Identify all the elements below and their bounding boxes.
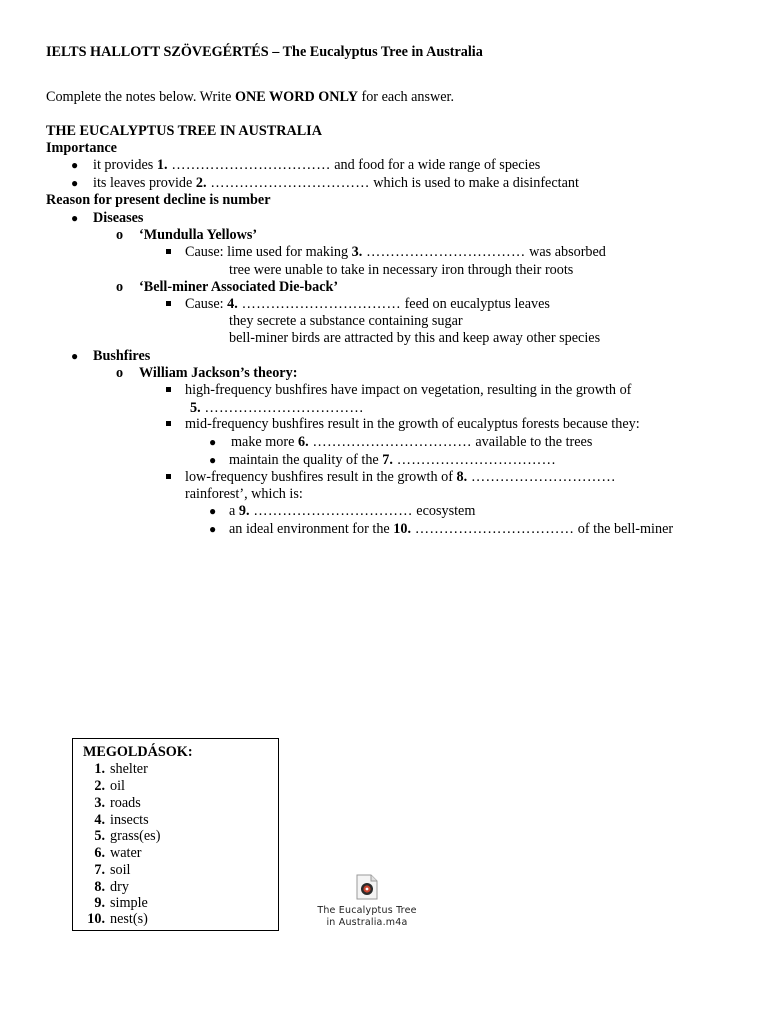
q1-prefix: it provides [93, 157, 157, 173]
attachment-filename-line1: The Eucalyptus Tree [317, 905, 417, 916]
answer-item [81, 795, 141, 812]
q9-blank: …………………………… [249, 503, 413, 519]
answer-text: shelter [110, 761, 148, 777]
answer-number: 9. [94, 895, 105, 911]
mundulla-heading: ‘Mundulla Yellows’ [139, 227, 258, 243]
q5-number: 5. [190, 400, 201, 416]
q8-number: 8. [456, 469, 468, 485]
q6-suffix: available to the trees [471, 434, 593, 450]
bullet-circle: o [116, 279, 124, 295]
q4-prefix: Cause: [185, 296, 228, 312]
question-3-line [185, 244, 606, 261]
answer-item [81, 862, 131, 879]
bullet-dot: ● [71, 211, 79, 225]
cause2-continuation-2: bell-miner birds are attracted by this and keep away other species [229, 330, 601, 346]
q10-blank: …………………………… [411, 521, 575, 537]
q3-number: 3. [351, 244, 363, 260]
q2-blank: …………………………… [206, 175, 370, 191]
q8-blank: ………………………… [467, 469, 616, 485]
q4-suffix: feed on eucalyptus leaves [401, 296, 550, 312]
answer-item [81, 879, 129, 896]
q6-prefix: make more [231, 434, 298, 450]
answer-number: 1. [94, 761, 105, 777]
q4-blank: …………………………… [237, 296, 402, 312]
jackson-heading: William Jackson’s theory: [139, 365, 298, 381]
q2-suffix: which is used to make a disinfectant [369, 175, 579, 191]
attachment-filename-line2: in Australia.m4a [326, 916, 408, 928]
diseases-heading: Diseases [93, 210, 144, 226]
question-7-line [229, 452, 556, 469]
audio-file-icon[interactable] [356, 874, 378, 900]
q1-number: 1. [156, 157, 168, 173]
bullet-dot: ● [71, 176, 79, 190]
question-10-line [229, 521, 673, 538]
q9-prefix: a [229, 503, 239, 519]
answer-item [81, 828, 160, 845]
bullet-square [166, 301, 171, 306]
q3-blank: …………………………… [362, 244, 526, 260]
q4-number: 4. [227, 296, 238, 312]
q9-number: 9. [238, 503, 250, 519]
bullet-dot: ● [71, 349, 79, 363]
answer-text: grass(es) [110, 828, 161, 844]
document-title: IELTS HALLOTT SZÖVEGÉRTÉS – The Eucalyptus Tree in Australia [46, 44, 483, 60]
q10-number: 10. [393, 521, 412, 537]
answer-text: simple [110, 895, 148, 911]
q10-prefix: an ideal environment for the [229, 521, 394, 537]
answer-text: soil [110, 862, 131, 878]
question-2-line [93, 175, 579, 192]
answer-number: 2. [94, 778, 105, 794]
instruction-emphasis: ONE WORD ONLY [234, 89, 358, 105]
instruction-line [46, 89, 454, 106]
answer-item [81, 845, 142, 862]
answer-number: 3. [94, 795, 105, 811]
bullet-circle: o [116, 227, 124, 243]
q8-prefix: low-frequency bushfires result in the growth of [185, 469, 457, 485]
cause2-continuation-1: they secrete a substance containing sugar [229, 313, 463, 329]
bullet-dot: ● [71, 158, 79, 172]
cause1-continuation: tree were unable to take in necessary iron through their roots [229, 262, 574, 278]
audio-file-icon-graphic [356, 874, 378, 900]
q7-number: 7. [382, 452, 393, 468]
answer-number: 10. [87, 911, 105, 927]
q3-prefix: Cause: lime used for making [185, 244, 352, 260]
answer-text: insects [110, 812, 149, 828]
section-heading: THE EUCALYPTUS TREE IN AUSTRALIA [46, 123, 322, 139]
attachment-filename [300, 905, 434, 928]
high-frequency-line: high-frequency bushfires have impact on vegetation, resulting in the growth of [185, 382, 632, 398]
answer-item [81, 812, 149, 829]
question-9-line [229, 503, 475, 520]
low-frequency-continuation: rainforest’, which is: [185, 486, 303, 502]
question-1-line [93, 157, 540, 174]
answer-item [81, 778, 125, 795]
bullet-square [166, 387, 171, 392]
instruction-text-end: for each answer. [357, 89, 455, 105]
q3-suffix: was absorbed [525, 244, 606, 260]
q7-blank: …………………………… [392, 452, 557, 468]
q1-suffix: and food for a wide range of species [330, 157, 541, 173]
bullet-dot: ● [209, 453, 217, 467]
mid-frequency-line: mid-frequency bushfires result in the growth of eucalyptus forests because they: [185, 416, 640, 432]
audio-attachment[interactable] [300, 874, 434, 928]
answer-number: 5. [94, 828, 105, 844]
bullet-circle: o [116, 365, 124, 381]
q1-blank: …………………………… [167, 157, 331, 173]
question-4-line [185, 296, 550, 313]
answer-number: 8. [94, 879, 105, 895]
q6-number: 6. [297, 434, 309, 450]
question-6-line [231, 434, 592, 451]
answer-text: roads [110, 795, 141, 811]
question-5-line [190, 400, 364, 417]
bullet-square [166, 249, 171, 254]
answer-item [81, 895, 148, 912]
q6-blank: …………………………… [308, 434, 472, 450]
q2-number: 2. [195, 175, 207, 191]
q7-prefix: maintain the quality of the [229, 452, 383, 468]
answers-title: MEGOLDÁSOK: [83, 744, 193, 760]
q5-blank: …………………………… [200, 400, 364, 416]
answer-number: 4. [94, 812, 105, 828]
answer-text: oil [110, 778, 125, 794]
answers-box [72, 738, 279, 931]
answer-item [81, 911, 148, 928]
bellminer-heading: ‘Bell-miner Associated Die-back’ [139, 279, 339, 295]
instruction-text: Complete the notes below. Write [46, 89, 235, 105]
bullet-dot: ● [209, 504, 217, 518]
q10-suffix: of the bell-miner [574, 521, 674, 537]
reason-heading: Reason for present decline is number [46, 192, 271, 208]
q2-prefix: its leaves provide [93, 175, 196, 191]
answer-number: 7. [94, 862, 105, 878]
bullet-dot: ● [209, 522, 217, 536]
answer-text: water [110, 845, 142, 861]
bullet-square [166, 474, 171, 479]
q9-suffix: ecosystem [412, 503, 476, 519]
answer-text: nest(s) [110, 911, 148, 927]
bushfires-heading: Bushfires [93, 348, 151, 364]
answer-number: 6. [94, 845, 105, 861]
answer-text: dry [110, 879, 129, 895]
bullet-dot: ● [209, 435, 217, 449]
question-8-line [185, 469, 616, 486]
bullet-square [166, 421, 171, 426]
answer-item [81, 761, 148, 778]
importance-heading: Importance [46, 140, 117, 156]
